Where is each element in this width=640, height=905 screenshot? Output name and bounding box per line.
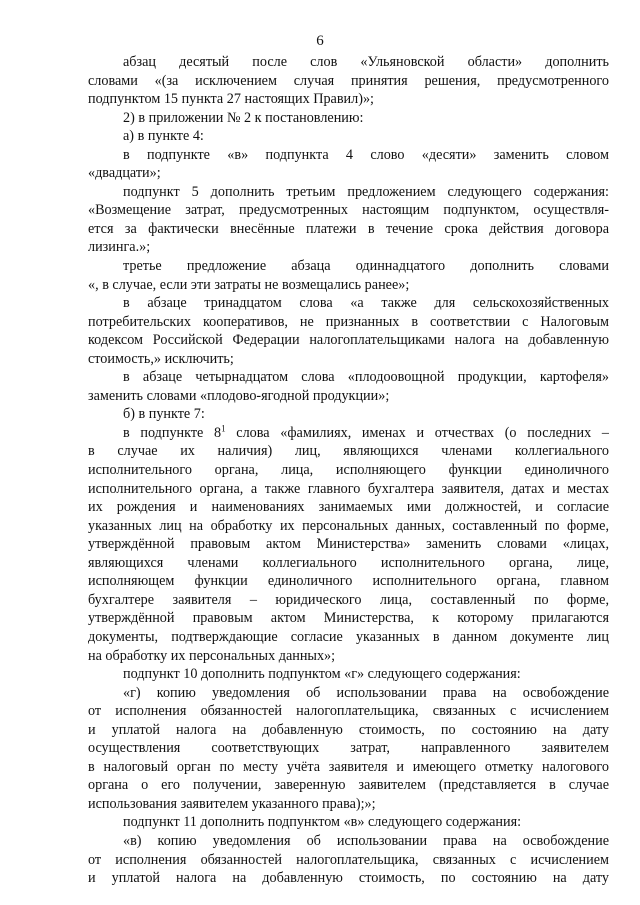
text-line: «г) копию уведомления об использовании права на освобождение	[123, 684, 609, 701]
text-line: органа о его получении, заверенную заявителем (представляется в случае	[88, 777, 609, 794]
text-line: заменить словами «плодово-ягодной продукции»;	[88, 387, 390, 404]
text-line: и уплатой налога на добавленную стоимость, по состоянию на дату	[88, 721, 609, 738]
superscript-number: 1	[221, 423, 226, 434]
text-line	[88, 424, 609, 443]
text-line: стоимость,» исключить;	[88, 350, 234, 367]
document-body	[88, 53, 609, 888]
text-line: а) в пункте 4:	[123, 128, 204, 145]
text-line: документы, подтверждающие согласие указанных в данном документе лиц	[88, 628, 609, 645]
text-line: «Возмещение затрат, предусмотренных настоящим подпунктом, осуществля-	[88, 202, 609, 219]
text-line-rest: слова «фамилиях, именах и отчествах (о последних –	[225, 424, 609, 441]
text-line: от исполнения обязанностей налогоплательщика, связанных с исчислением	[88, 851, 609, 868]
text-line: их рождения и наименованиях занимаемых ими должностей, и согласие	[88, 499, 609, 516]
text-line: в налоговый орган по месту учёта заявителя и имеющего отметку налогового	[88, 758, 609, 775]
text-line: подпункт 11 дополнить подпунктом «в» следующего содержания:	[123, 814, 522, 831]
text-line: осуществления соответствующих затрат, направленного заявителем	[88, 740, 609, 757]
text-line: абзац десятый после слов «Ульяновской области» дополнить	[123, 54, 609, 70]
text-line: подпунктом 15 пункта 27 настоящих Правил)»;	[88, 91, 374, 108]
text-line: «, в случае, если эти затраты не возмещались ранее»;	[88, 276, 410, 293]
text-line: лизинга.»;	[88, 239, 151, 256]
text-line: 2) в приложении № 2 к постановлению:	[123, 109, 364, 126]
text-line: от исполнения обязанностей налогоплательщика, связанных с исчислением	[88, 703, 609, 720]
text-line: ется за фактически внесённые платежи в течение срока действия договора	[88, 220, 609, 237]
text-line: в подпункте «в» подпункта 4 слово «десяти» заменить словом	[123, 146, 609, 163]
text-line: утверждённой правовым актом Министерства, к которому прилагаются	[88, 610, 609, 627]
text-line: в абзаце тринадцатом слова «а также для сельскохозяйственных	[123, 295, 609, 312]
text-line: «двадцати»;	[88, 165, 161, 182]
text-line: на обработку их персональных данных»;	[88, 647, 336, 664]
text-line: «в) копию уведомления об использовании права на освобождение	[123, 832, 609, 849]
text-line-prefix: в подпункте 8	[123, 424, 222, 441]
text-line: использования заявителем указанного права);»;	[88, 795, 376, 812]
text-line: в случае их наличия) лиц, являющихся членами коллегиального	[88, 443, 609, 460]
text-line: словами «(за исключением случая принятия решения, предусмотренного	[88, 72, 609, 89]
text-line: указанных лиц на обработку их персональных данных, составленный по форме,	[88, 517, 609, 534]
text-line: бухгалтере заявителя – юридического лица, составленный по форме,	[88, 591, 609, 608]
text-line: исполнительного органа, а также главного бухгалтера заявителя, датах и местах	[88, 480, 609, 497]
text-line: третье предложение абзаца одиннадцатого дополнить словами	[123, 258, 609, 275]
text-line: кодексом Российской Федерации налогоплательщиками налога на добавленную	[88, 332, 609, 349]
text-line: в абзаце четырнадцатом слова «плодоовощной продукции, картофеля»	[123, 369, 609, 386]
text-line: подпункт 5 дополнить третьим предложением следующего содержания:	[123, 183, 609, 200]
text-line: являющихся членами коллегиального исполнительного органа, лице,	[88, 554, 609, 571]
text-line: подпункт 10 дополнить подпунктом «г» следующего содержания:	[123, 666, 521, 683]
text-line: исполнительного органа, лица, исполняющего функции единоличного	[88, 462, 609, 479]
text-line: б) в пункте 7:	[123, 406, 205, 423]
text-line: и уплатой налога на добавленную стоимость, по состоянию на дату	[88, 870, 609, 887]
text-line: утверждённой правовым актом Министерства» заменить словами «лицах,	[88, 536, 609, 553]
text-line: исполняющем функции единоличного исполнительного органа, главном	[88, 573, 609, 590]
page-number: 6	[316, 33, 324, 49]
text-line: потребительских кооперативов, не признанных в соответствии с Налоговым	[88, 313, 609, 330]
